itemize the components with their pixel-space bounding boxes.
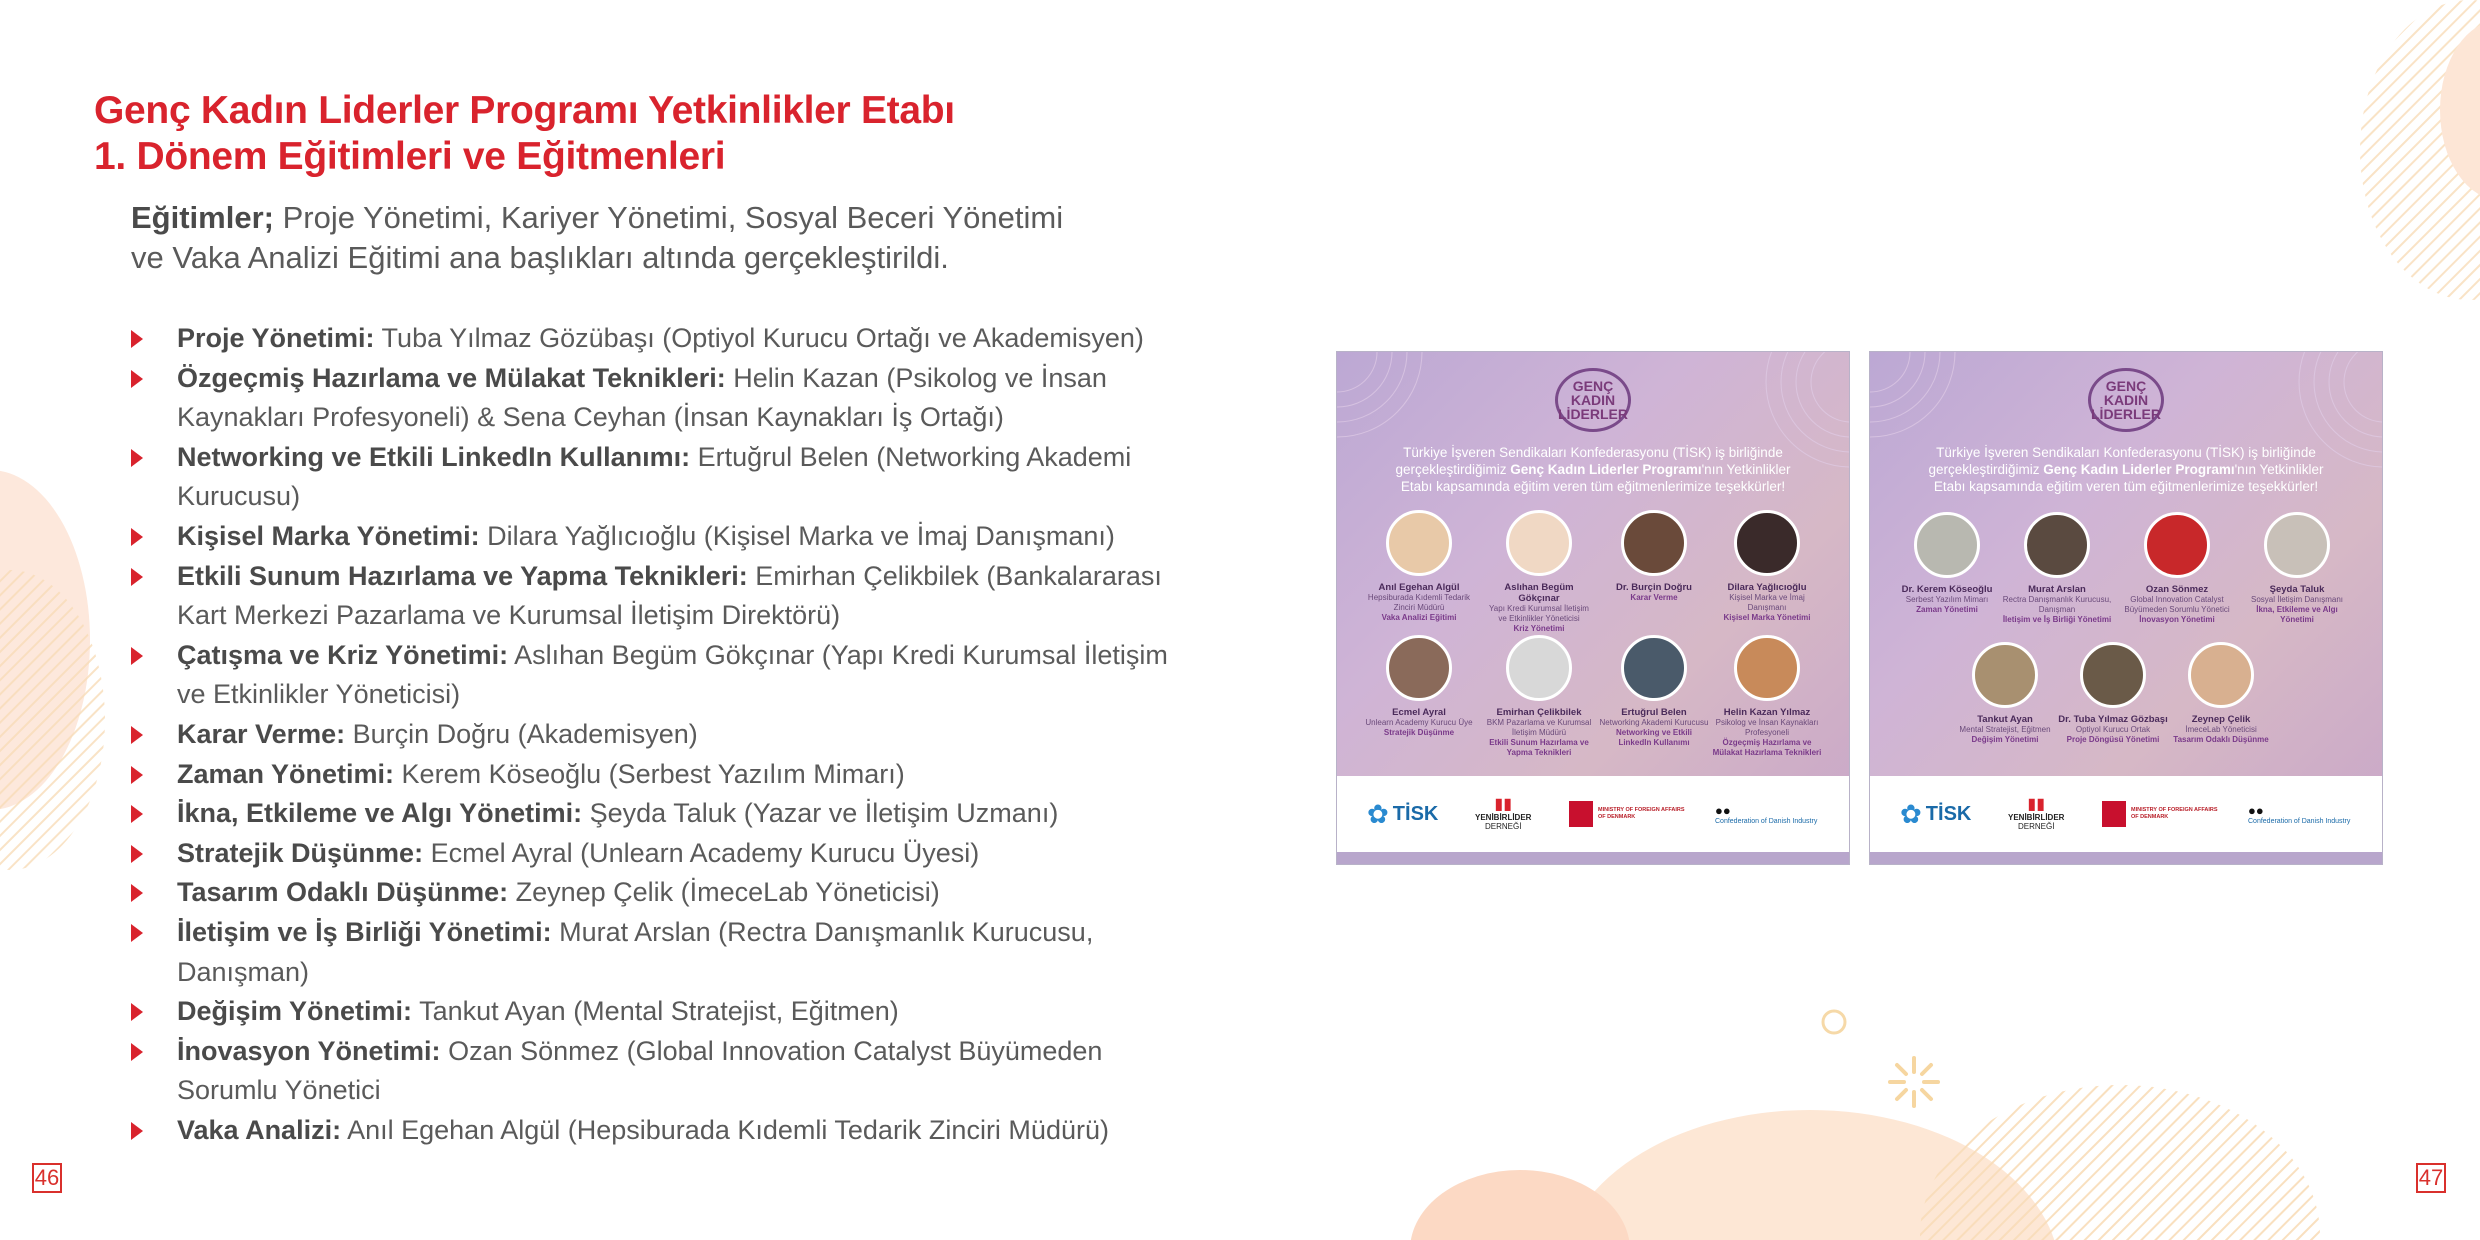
training-topic: Vaka Analizi: bbox=[177, 1114, 342, 1145]
training-topic: Değişim Yönetimi: bbox=[177, 996, 413, 1027]
list-item bbox=[131, 359, 1171, 438]
list-item bbox=[131, 319, 1171, 359]
list-item bbox=[131, 715, 1171, 755]
trainer-photo bbox=[1914, 512, 1980, 578]
logo-line-1: GENÇ bbox=[2105, 378, 2147, 394]
trainer-role: Sosyal İletişim Danışmanı bbox=[2250, 595, 2344, 604]
caption-text-c: 'nın Yetkinlikler bbox=[2234, 462, 2324, 477]
trainer-card bbox=[1950, 642, 2060, 745]
tisk-logo: ✿ TİSK bbox=[1367, 798, 1439, 829]
title-line-2: 1. Dönem Eğitimleri ve Eğitmenleri bbox=[94, 135, 726, 178]
trainer-topic: Değişim Yönetimi bbox=[1971, 735, 2039, 744]
intro-label: Eğitimler; bbox=[131, 200, 274, 235]
training-topic: Karar Verme: bbox=[177, 718, 346, 749]
crest-icon bbox=[2102, 801, 2126, 827]
training-topic: Proje Yönetimi: bbox=[177, 323, 375, 353]
trainer-name: Helin Kazan Yılmaz bbox=[1723, 707, 1811, 718]
arrow-bullet-icon bbox=[131, 884, 143, 902]
flower-icon: ✿ bbox=[1900, 798, 1922, 829]
trainer-name: Ertuğrul Belen bbox=[1621, 707, 1687, 718]
arrow-bullet-icon bbox=[131, 449, 143, 467]
title-line-1: Genç Kadın Liderler Programı Yetkinlikler Etabı bbox=[94, 89, 955, 132]
trainer-role: İmeceLab Yöneticisi bbox=[2185, 725, 2257, 734]
trainer-role: Mental Stratejist, Eğitmen bbox=[1959, 725, 2051, 734]
trainer-photo bbox=[2144, 512, 2210, 578]
training-trainer: Ecmel Ayral (Unlearn Academy Kurucu Üyesi) bbox=[423, 837, 980, 868]
caption-line-3: Etabı kapsamında eğitim veren tüm eğitmenlerimize teşekkürler! bbox=[1933, 479, 2319, 494]
trainer-card bbox=[2242, 512, 2352, 625]
training-trainer: Burçin Doğru (Akademisyen) bbox=[345, 718, 698, 749]
training-trainer: Helin Kazan (Psikolog ve İnsan Kaynakları Profesyoneli) & Sena Ceyhan (İnsan Kaynakları İş Ortağı) bbox=[177, 362, 1107, 433]
list-item bbox=[131, 873, 1171, 913]
trainer-role: Psikolog ve İnsan Kaynakları Profesyoneli bbox=[1715, 718, 1819, 737]
arrow-bullet-icon bbox=[131, 568, 143, 586]
trainer-photo bbox=[1386, 510, 1452, 576]
caption-line-3: Etabı kapsamında eğitim veren tüm eğitmenlerimize teşekkürler! bbox=[1400, 479, 1786, 494]
arrow-bullet-icon bbox=[131, 647, 143, 665]
training-topic: Kişisel Marka Yönetimi: bbox=[177, 520, 480, 551]
trainer-name: Tankut Ayan bbox=[1977, 714, 2033, 725]
logo-line-3: LİDERLER bbox=[1558, 406, 1628, 422]
di-mark-icon: ●● bbox=[2248, 803, 2264, 818]
trainer-topic: Etkili Sunum Hazırlama ve Yapma Teknikleri bbox=[1489, 738, 1589, 757]
list-item bbox=[131, 438, 1171, 517]
trainer-name: Şeyda Taluk bbox=[2269, 584, 2325, 595]
arrow-bullet-icon bbox=[131, 924, 143, 942]
trainer-card bbox=[1484, 635, 1594, 758]
genc-kadin-liderler-logo bbox=[2088, 368, 2164, 432]
page-number-left: 46 bbox=[32, 1163, 62, 1193]
trainer-topic: Networking ve Etkili LinkedIn Kullanımı bbox=[1615, 728, 1693, 747]
sponsor-logo-bar bbox=[1337, 776, 1849, 852]
di-logo: ●● Confederation of Danish Industry bbox=[2248, 803, 2351, 825]
trainer-name: Dr. Tuba Yılmaz Gözbaşı bbox=[2058, 714, 2168, 725]
trainer-topic: Kriz Yönetimi bbox=[1513, 624, 1565, 633]
trainer-role: Serbest Yazılım Mimarı bbox=[1905, 595, 1989, 604]
arrow-bullet-icon bbox=[131, 766, 143, 784]
trainer-photo bbox=[2264, 512, 2330, 578]
trainer-photo bbox=[1386, 635, 1452, 701]
training-topic: Zaman Yönetimi: bbox=[177, 758, 395, 789]
list-item bbox=[131, 794, 1171, 834]
trainer-photo bbox=[1506, 510, 1572, 576]
trainer-photo bbox=[1621, 635, 1687, 701]
training-list bbox=[131, 319, 1171, 1150]
trainer-card bbox=[1712, 635, 1822, 758]
training-topic: Etkili Sunum Hazırlama ve Yapma Teknikleri: bbox=[177, 560, 748, 591]
caption-text-b: gerçekleştirdiğimiz bbox=[1928, 462, 2044, 477]
training-topic: Networking ve Etkili LinkedIn Kullanımı: bbox=[177, 441, 691, 472]
poster-bottom-bar bbox=[1337, 852, 1849, 865]
trainer-card bbox=[2058, 642, 2168, 745]
training-topic: Çatışma ve Kriz Yönetimi: bbox=[177, 639, 509, 670]
page-title bbox=[94, 88, 955, 180]
di-mark-icon: ●● bbox=[1715, 803, 1731, 818]
poster-caption bbox=[1357, 444, 1829, 495]
yenibirlider-icon: ▮▮ bbox=[1494, 796, 1513, 813]
trainer-role: Yapı Kredi Kurumsal İletişim ve Etkinlikler Yöneticisi bbox=[1489, 604, 1589, 623]
training-trainer: Dilara Yağlıcıoğlu (Kişisel Marka ve İmaj Danışmanı) bbox=[479, 520, 1115, 551]
caption-line-1: Türkiye İşveren Sendikaları Konfederasyonu (TİSK) iş birliğinde bbox=[1936, 445, 2316, 460]
trainer-topic: Özgeçmiş Hazırlama ve Mülakat Hazırlama Teknikleri bbox=[1712, 738, 1822, 757]
caption-text-b: gerçekleştirdiğimiz bbox=[1395, 462, 1511, 477]
poster-bottom-bar bbox=[1870, 852, 2382, 865]
genc-kadin-liderler-logo bbox=[1555, 368, 1631, 432]
trainer-name: Ozan Sönmez bbox=[2145, 584, 2209, 595]
arrow-bullet-icon bbox=[131, 1043, 143, 1061]
list-item bbox=[131, 834, 1171, 874]
trainer-topic: İnovasyon Yönetimi bbox=[2139, 615, 2215, 624]
trainer-photo bbox=[1734, 510, 1800, 576]
page-number-right: 47 bbox=[2416, 1163, 2446, 1193]
trainer-topic: İletişim ve İş Birliği Yönetimi bbox=[2002, 615, 2112, 624]
yenibirlider-logo: ▮▮ YENİBİRLİDER DERNEĞİ bbox=[2008, 796, 2065, 831]
trainer-role: Networking Akademi Kurucusu bbox=[1599, 718, 1709, 727]
caption-text-c: 'nın Yetkinlikler bbox=[1701, 462, 1791, 477]
intro-paragraph bbox=[131, 198, 1131, 278]
tisk-logo: ✿ TİSK bbox=[1900, 798, 1972, 829]
trainer-topic: Karar Verme bbox=[1630, 593, 1678, 602]
list-item bbox=[131, 1032, 1171, 1111]
list-item bbox=[131, 913, 1171, 992]
list-item bbox=[131, 755, 1171, 795]
trainer-role: Rectra Danışmanlık Kurucusu, Danışman bbox=[2002, 595, 2112, 614]
trainer-name: Ecmel Ayral bbox=[1392, 707, 1446, 718]
arrow-bullet-icon bbox=[131, 1122, 143, 1140]
training-trainer: Zeynep Çelik (İmeceLab Yöneticisi) bbox=[508, 877, 940, 908]
trainer-card bbox=[1484, 510, 1594, 634]
yenibirlider-logo: ▮▮ YENİBİRLİDER DERNEĞİ bbox=[1475, 796, 1532, 831]
crest-icon bbox=[1569, 801, 1593, 827]
yenibirlider-icon: ▮▮ bbox=[2027, 796, 2046, 813]
arrow-bullet-icon bbox=[131, 845, 143, 863]
trainer-card bbox=[1599, 510, 1709, 603]
training-topic: Tasarım Odaklı Düşünme: bbox=[177, 877, 509, 908]
trainer-card bbox=[1364, 510, 1474, 623]
trainer-role: Hepsiburada Kıdemli Tedarik Zinciri Müdürü bbox=[1367, 593, 1471, 612]
flower-icon: ✿ bbox=[1367, 798, 1389, 829]
sponsor-logo-bar bbox=[1870, 776, 2382, 852]
training-trainer: Ertuğrul Belen (Networking Akademi Kurucusu) bbox=[177, 441, 1132, 512]
trainer-topic: İkna, Etkileme ve Algı Yönetimi bbox=[2256, 605, 2338, 624]
trainer-topic: Kişisel Marka Yönetimi bbox=[1723, 613, 1811, 622]
logo-line-1: GENÇ bbox=[1572, 378, 1614, 394]
training-trainer: Emirhan Çelikbilek (Bankalararası Kart Merkezi Pazarlama ve Kurumsal İletişim Direktörü) bbox=[177, 560, 1162, 631]
trainer-name: Dr. Kerem Köseoğlu bbox=[1901, 584, 1993, 595]
training-trainer: Tankut Ayan (Mental Stratejist, Eğitmen) bbox=[412, 996, 899, 1027]
trainer-name: Murat Arslan bbox=[2028, 584, 2086, 595]
caption-program-name: Genç Kadın Liderler Programı bbox=[1510, 462, 1702, 477]
trainer-role: Global Innovation Catalyst Büyümeden Sorumlu Yönetici bbox=[2124, 595, 2230, 614]
arrow-bullet-icon bbox=[131, 805, 143, 823]
logo-line-3: LİDERLER bbox=[2091, 406, 2161, 422]
arrow-bullet-icon bbox=[131, 370, 143, 388]
trainer-name: Aslıhan Begüm Gökçınar bbox=[1504, 582, 1574, 604]
arrow-bullet-icon bbox=[131, 330, 143, 348]
trainer-photo bbox=[1734, 635, 1800, 701]
trainer-card bbox=[1599, 635, 1709, 748]
caption-line-1: Türkiye İşveren Sendikaları Konfederasyonu (TİSK) iş birliğinde bbox=[1403, 445, 1783, 460]
trainer-card bbox=[1892, 512, 2002, 615]
training-topic: İkna, Etkileme ve Algı Yönetimi: bbox=[177, 798, 583, 829]
trainer-topic: Stratejik Düşünme bbox=[1383, 728, 1455, 737]
list-item bbox=[131, 636, 1171, 715]
trainer-topic: Proje Döngüsü Yönetimi bbox=[2066, 735, 2160, 744]
trainer-card bbox=[1364, 635, 1474, 738]
trainer-card bbox=[2166, 642, 2276, 745]
trainer-topic: Tasarım Odaklı Düşünme bbox=[2173, 735, 2269, 744]
training-topic: İletişim ve İş Birliği Yönetimi: bbox=[177, 916, 552, 947]
training-trainer: Şeyda Taluk (Yazar ve İletişim Uzmanı) bbox=[582, 798, 1059, 829]
trainer-topic: Zaman Yönetimi bbox=[1916, 605, 1978, 614]
trainer-photo bbox=[1506, 635, 1572, 701]
logo-line-2: KADIN bbox=[1570, 392, 1616, 408]
trainer-photo bbox=[2024, 512, 2090, 578]
training-trainer: Kerem Köseoğlu (Serbest Yazılım Mimarı) bbox=[394, 758, 905, 789]
list-item bbox=[131, 517, 1171, 557]
trainer-role: BKM Pazarlama ve Kurumsal İletişim Müdürü bbox=[1486, 718, 1592, 737]
logo-line-2: KADIN bbox=[2103, 392, 2149, 408]
poster-caption bbox=[1890, 444, 2362, 495]
arrow-bullet-icon bbox=[131, 1003, 143, 1021]
trainer-name: Emirhan Çelikbilek bbox=[1496, 707, 1582, 718]
training-topic: Özgeçmiş Hazırlama ve Mülakat Teknikleri: bbox=[177, 362, 726, 393]
intro-text-line-1: Proje Yönetimi, Kariyer Yönetimi, Sosyal Beceri Yönetimi bbox=[273, 200, 1064, 235]
trainer-role: Kişisel Marka ve İmaj Danışmanı bbox=[1729, 593, 1805, 612]
trainer-role: Unlearn Academy Kurucu Üye bbox=[1365, 718, 1473, 727]
trainer-photo bbox=[1621, 510, 1687, 576]
trainer-topic: Vaka Analizi Eğitimi bbox=[1381, 613, 1457, 622]
trainer-name: Zeynep Çelik bbox=[2191, 714, 2251, 725]
arrow-bullet-icon bbox=[131, 528, 143, 546]
trainer-name: Anıl Egehan Algül bbox=[1378, 582, 1460, 593]
mfa-denmark-logo: MINISTRY OF FOREIGN AFFAIRS OF DENMARK bbox=[1569, 792, 1689, 836]
trainer-poster-1 bbox=[1336, 351, 1850, 865]
trainer-photo bbox=[1972, 642, 2038, 708]
trainer-photo bbox=[2188, 642, 2254, 708]
training-trainer: Murat Arslan (Rectra Danışmanlık Kurucusu, Danışman) bbox=[177, 916, 1094, 987]
arrow-bullet-icon bbox=[131, 726, 143, 744]
intro-text-line-2: ve Vaka Analizi Eğitimi ana başlıkları altında gerçekleştirildi. bbox=[131, 240, 949, 275]
mfa-denmark-logo: MINISTRY OF FOREIGN AFFAIRS OF DENMARK bbox=[2102, 792, 2222, 836]
list-item bbox=[131, 992, 1171, 1032]
trainer-photo bbox=[2080, 642, 2146, 708]
training-topic: Stratejik Düşünme: bbox=[177, 837, 424, 868]
trainer-poster-2 bbox=[1869, 351, 2383, 865]
trainer-card bbox=[2122, 512, 2232, 625]
training-trainer: Anıl Egehan Algül (Hepsiburada Kıdemli Tedarik Zinciri Müdürü) bbox=[341, 1114, 1109, 1145]
trainer-card bbox=[2002, 512, 2112, 625]
trainer-role: Optiyol Kurucu Ortak bbox=[2075, 725, 2151, 734]
training-topic: İnovasyon Yönetimi: bbox=[177, 1035, 441, 1066]
training-trainer: Aslıhan Begüm Gökçınar (Yapı Kredi Kurumsal İletişim ve Etkinlikler Yöneticisi) bbox=[177, 639, 1168, 710]
training-trainer: Tuba Yılmaz Gözübaşı (Optiyol Kurucu Ortağı ve Akademisyen) bbox=[374, 323, 1144, 353]
trainer-name: Dr. Burçin Doğru bbox=[1615, 582, 1692, 593]
training-trainer: Ozan Sönmez (Global Innovation Catalyst Büyümeden Sorumlu Yönetici bbox=[177, 1035, 1103, 1106]
caption-program-name: Genç Kadın Liderler Programı bbox=[2043, 462, 2235, 477]
trainer-card bbox=[1712, 510, 1822, 623]
trainer-name: Dilara Yağlıcıoğlu bbox=[1727, 582, 1807, 593]
list-item bbox=[131, 557, 1171, 636]
di-logo: ●● Confederation of Danish Industry bbox=[1715, 803, 1818, 825]
list-item bbox=[131, 1111, 1171, 1151]
